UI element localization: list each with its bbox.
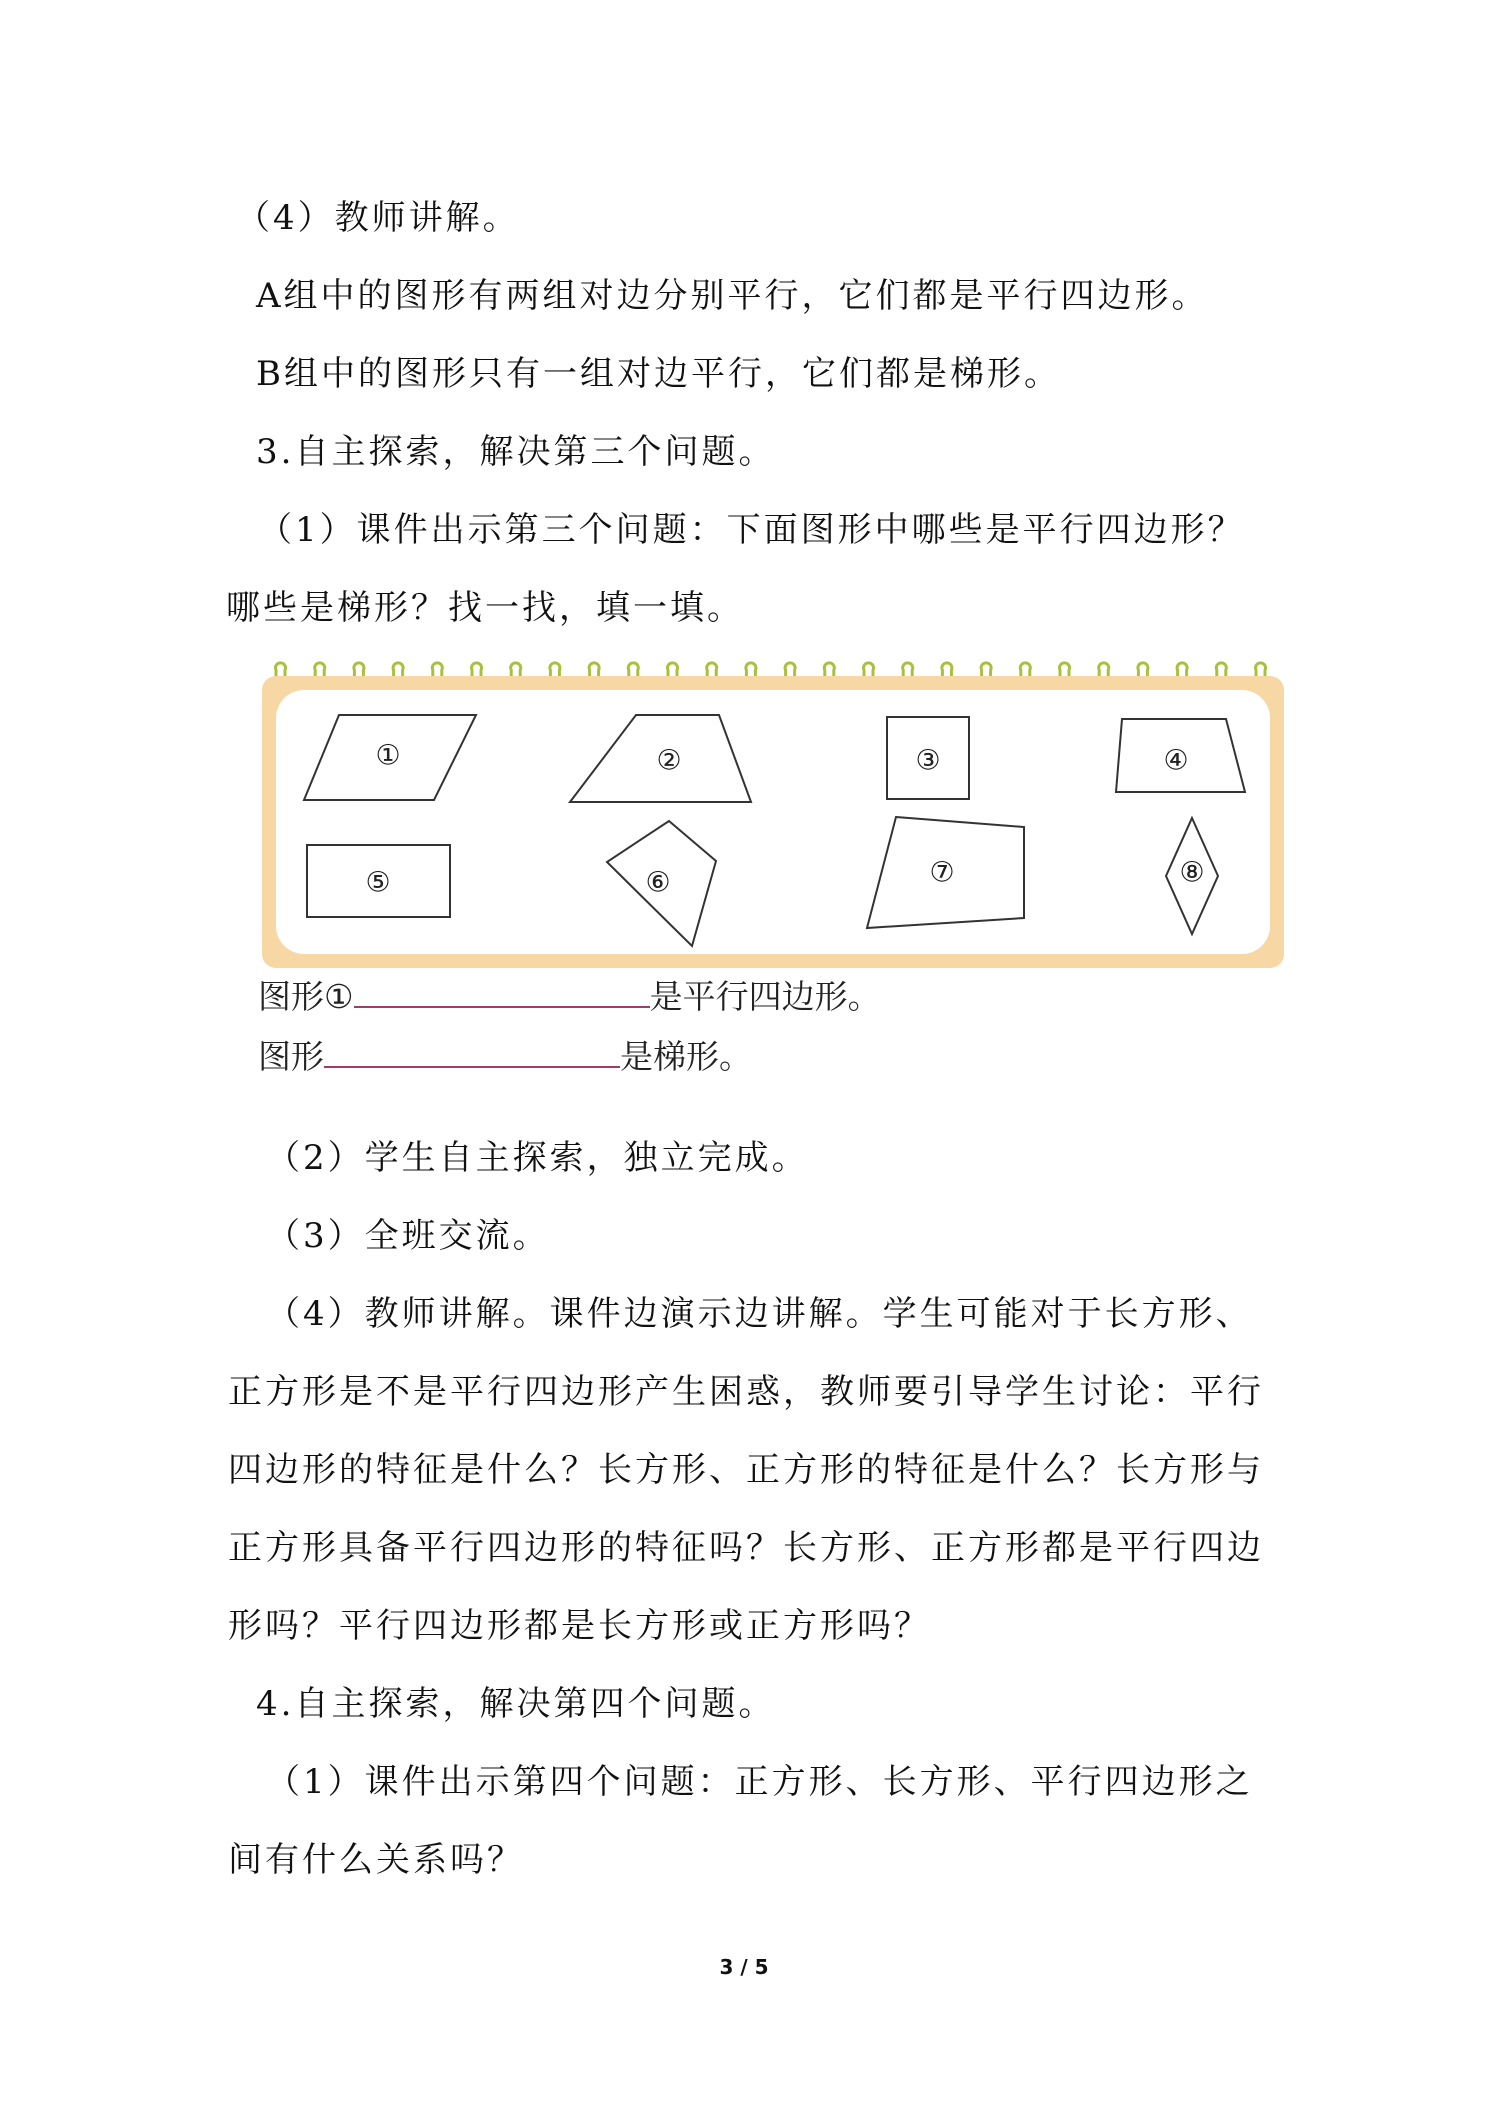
para-step-4-line5: 形吗？平行四边形都是长方形或正方形吗？: [228, 1606, 931, 1646]
answer-1-suffix: 是平行四边形。: [649, 977, 881, 1016]
shape-3-label: ③: [915, 743, 941, 777]
answer-parallelogram-line: [258, 976, 881, 1017]
section-3-heading: 3.自主探索，解决第三个问题。: [256, 432, 776, 472]
shapes-figure: [262, 660, 1284, 968]
para-group-a: A组中的图形有两组对边分别平行，它们都是平行四边形。: [256, 276, 1209, 316]
answer-2-suffix: 是梯形。: [620, 1037, 752, 1076]
shape-8-label: ⑧: [1179, 855, 1205, 889]
shape-4-label: ④: [1163, 743, 1189, 777]
shape-2-label: ②: [656, 743, 682, 777]
page-number: 3 / 5: [719, 1955, 769, 1979]
para-step-4-line4: 正方形具备平行四边形的特征吗？长方形、正方形都是平行四边: [228, 1528, 1264, 1568]
para-step-3: （3）全班交流。: [266, 1216, 550, 1256]
answer-2-prefix: 图形: [258, 1037, 324, 1076]
answer-trapezoid-line: [258, 1036, 752, 1077]
para-step-4-line1: （4）教师讲解。课件边演示边讲解。学生可能对于长方形、: [266, 1294, 1253, 1334]
para-problem-3-line2: 哪些是梯形？找一找，填一填。: [226, 588, 744, 628]
para-problem-4-line2: 间有什么关系吗？: [228, 1840, 524, 1880]
shape-6-label: ⑥: [645, 865, 671, 899]
shape-5-label: ⑤: [365, 865, 391, 899]
para-teacher-explain-heading: （4）教师讲解。: [236, 198, 520, 238]
para-group-b: B组中的图形只有一组对边平行，它们都是梯形。: [256, 354, 1061, 394]
shape-1-label: ①: [375, 738, 401, 772]
para-problem-3-line1: （1）课件出示第三个问题：下面图形中哪些是平行四边形？: [258, 510, 1245, 550]
section-4-heading: 4.自主探索，解决第四个问题。: [256, 1684, 776, 1724]
answer-2-blank[interactable]: [324, 1036, 620, 1068]
answer-1-blank[interactable]: [354, 976, 650, 1008]
shape-7-label: ⑦: [929, 855, 955, 889]
answer-1-prefix: 图形①: [258, 977, 354, 1016]
para-step-4-line3: 四边形的特征是什么？长方形、正方形的特征是什么？长方形与: [228, 1450, 1264, 1490]
para-step-4-line2: 正方形是不是平行四边形产生困惑，教师要引导学生讨论：平行: [228, 1372, 1264, 1412]
para-problem-4-line1: （1）课件出示第四个问题：正方形、长方形、平行四边形之: [266, 1762, 1253, 1802]
para-step-2: （2）学生自主探索，独立完成。: [266, 1138, 809, 1178]
